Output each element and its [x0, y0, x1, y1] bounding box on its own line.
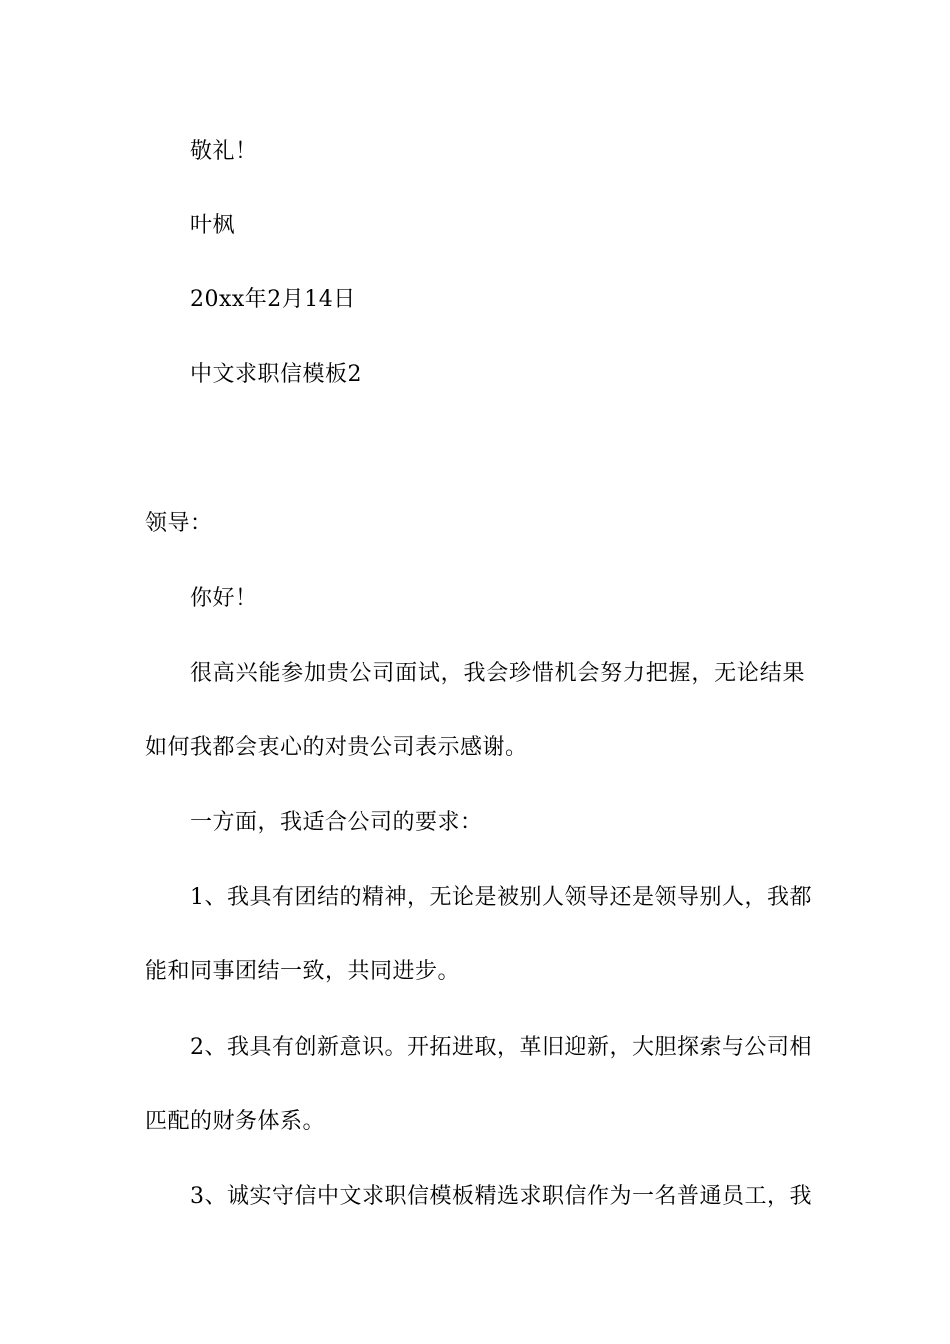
closing-line: 敬礼！ — [190, 139, 258, 164]
paragraph-line: 如何我都会衷心的对贵公司表示感谢。 — [145, 735, 528, 760]
paragraph-line: 能和同事团结一致，共同进步。 — [145, 959, 461, 984]
date-line: 20xx年2月14日 — [190, 287, 356, 312]
paragraph-line: 一方面，我适合公司的要求： — [190, 810, 483, 835]
paragraph-line: 2、我具有创新意识。开拓进取，革旧迎新，大胆探索与公司相 — [190, 1035, 812, 1060]
greeting-line: 你好！ — [190, 586, 258, 611]
paragraph-line: 很高兴能参加贵公司面试，我会珍惜机会努力把握，无论结果 — [190, 661, 805, 686]
signature-line: 叶枫 — [190, 213, 236, 238]
paragraph-line: 1、我具有团结的精神，无论是被别人领导还是领导别人，我都 — [190, 885, 812, 910]
paragraph-line: 3、诚实守信中文求职信模板精选求职信作为一名普通员工，我 — [190, 1184, 812, 1209]
paragraph-line: 匹配的财务体系。 — [145, 1109, 326, 1134]
section-title: 中文求职信模板2 — [190, 362, 362, 387]
salutation-line: 领导： — [145, 511, 213, 536]
